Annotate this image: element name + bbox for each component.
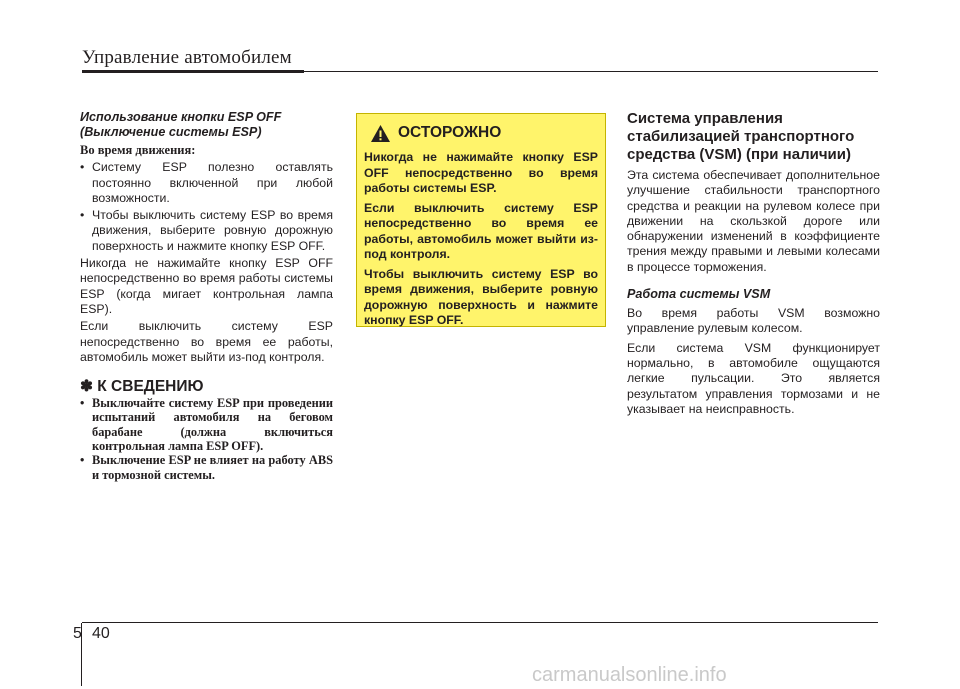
warning-header — [364, 122, 598, 144]
warning-paragraph-1: Никогда не нажимайте кнопку ESP OFF непосредственно во время работы системы ESP. — [364, 150, 598, 195]
warning-paragraph-2: Если выключить систему ESP непосредственно во время ее работы, автомобиль может выйти из-под контроля. — [364, 200, 598, 261]
vsm-paragraph-3: Если система VSM функционирует нормально, в автомобиле ощущаются легкие пульсации. Это является результатом управления тормозами и не указывает на неисправность. — [627, 340, 880, 416]
list-item: • Выключайте систему ESP при проведении испытаний автомобиля на беговом барабане (должна включиться контрольная лампа ESP OFF). — [80, 396, 333, 453]
page-number — [73, 625, 110, 643]
notice-list — [80, 396, 333, 482]
chapter-title: Управление автомобилем — [82, 47, 292, 68]
warning-triangle-icon — [370, 124, 391, 143]
vsm-paragraph-1: Эта система обеспечивает дополнительное улучшение стабильности транспортного средства и реакции на рулевом колесе при движении на скользкой дороге или обнаружении изменений в коэффициенте трения между правыми и левыми колесами в процессе торможения. — [627, 168, 880, 274]
vsm-heading: Система управления стабилизацией транспортного средства (VSM) (при наличии) — [627, 110, 855, 163]
warning-paragraph-3: Чтобы выключить систему ESP во время движения, выберите ровную дорожную поверхность и нажмите кнопку ESP OFF. — [364, 266, 598, 327]
notice-heading: ✽ К СВЕДЕНИЮ — [80, 378, 204, 396]
list-item: • Чтобы выключить систему ESP во время движения, выберите ровную дорожную поверхность и нажмите кнопку ESP OFF. — [80, 208, 333, 254]
driving-subheading: Во время движения: — [80, 143, 196, 157]
column-vsm — [627, 110, 880, 421]
esp-paragraph-2: Если выключить систему ESP непосредственно во время ее работы, автомобиль может выйти из-под контроля. — [80, 319, 333, 364]
esp-off-heading: Использование кнопки ESP OFF (Выключение системы ESP) — [80, 110, 282, 139]
list-item: • Выключение ESP не влияет на работу ABS и тормозной системы. — [80, 453, 333, 482]
header-rule — [82, 71, 878, 72]
footer-rule — [82, 622, 878, 623]
section-number: 5 — [73, 625, 82, 642]
esp-bullet-list — [80, 160, 333, 254]
esp-paragraph-1: Никогда не нажимайте кнопку ESP OFF непосредственно во время работы системы ESP (когда мигает контрольная лампа ESP). — [80, 256, 333, 316]
vsm-paragraph-2: Во время работы VSM возможно управление рулевым колесом. — [627, 306, 880, 336]
warning-box — [356, 113, 606, 327]
warning-title: ОСТОРОЖНО — [398, 124, 502, 141]
column-esp-off — [80, 110, 333, 482]
page-number-value: 40 — [92, 625, 110, 642]
vsm-operation-subheading: Работа системы VSM — [627, 287, 771, 302]
list-item: • Систему ESP полезно оставлять постоянно включенной при любой возможности. — [80, 160, 333, 206]
watermark: carmanualsonline.info — [532, 664, 727, 686]
